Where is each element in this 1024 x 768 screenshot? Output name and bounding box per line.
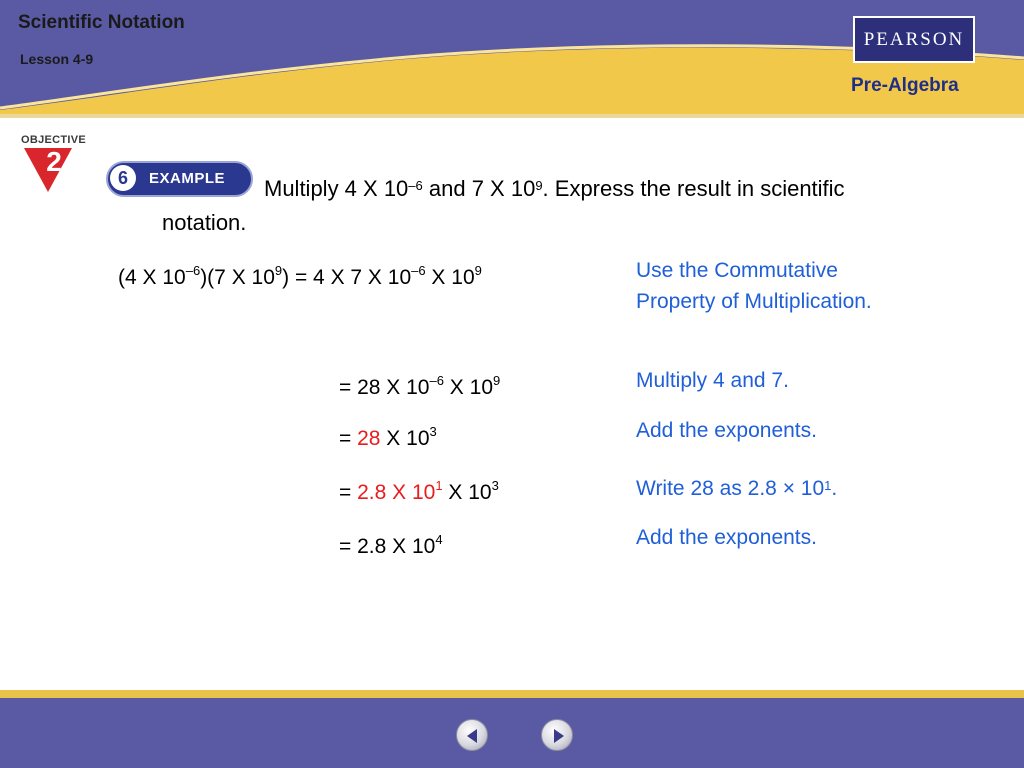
math-step-2: = 28 X $10^{-6}$ X $10^9$: [339, 373, 501, 399]
previous-slide-button[interactable]: [456, 719, 488, 751]
example-label: EXAMPLE: [149, 170, 226, 187]
math-step-5: = 2.8 X $10^4$: [339, 532, 443, 558]
publisher-logo: PEARSON: [853, 16, 975, 63]
math-step-1: (4 X $10^{-6})(7$ X $10^9) = 4$ X 7 X $10^{-6}$ X $10^9$: [118, 263, 482, 289]
lesson-label: Lesson 4-9: [20, 51, 94, 67]
page-title: Scientific Notation: [18, 12, 185, 33]
step-note-3: Add the exponents.: [636, 419, 817, 442]
header-banner: [0, 0, 1024, 118]
problem-statement: [162, 172, 882, 240]
arrow-right-icon: [542, 720, 574, 752]
problem-exponent: 9: [535, 178, 543, 193]
step-note-1: Use the Commutative Property of Multiplication.: [636, 259, 872, 313]
next-slide-button[interactable]: [541, 719, 573, 751]
problem-text: . Express the result in scientific notation.: [162, 176, 845, 235]
step-note-2: Multiply 4 and 7.: [636, 369, 789, 392]
problem-text: Multiply 4 X 10: [264, 176, 409, 201]
step-note-4: Write 28 as $2.8 \times 10^1$.: [636, 477, 838, 500]
problem-exponent: –6: [408, 178, 423, 193]
footer-stripe: [0, 690, 1024, 698]
course-name: Pre-Algebra: [851, 75, 959, 96]
math-step-4: = 2.8 X $10^1$ X $10^3$: [339, 478, 499, 504]
footer-bar: [0, 698, 1024, 768]
objective-label: OBJECTIVE: [21, 134, 87, 146]
arrow-left-icon: [457, 720, 489, 752]
objective-number: 2: [46, 146, 62, 177]
math-step-3: = 28 X $10^3$: [339, 424, 437, 450]
step-note-5: Add the exponents.: [636, 526, 817, 549]
example-number: 6: [110, 165, 136, 191]
problem-text: and 7 X 10: [422, 176, 536, 201]
